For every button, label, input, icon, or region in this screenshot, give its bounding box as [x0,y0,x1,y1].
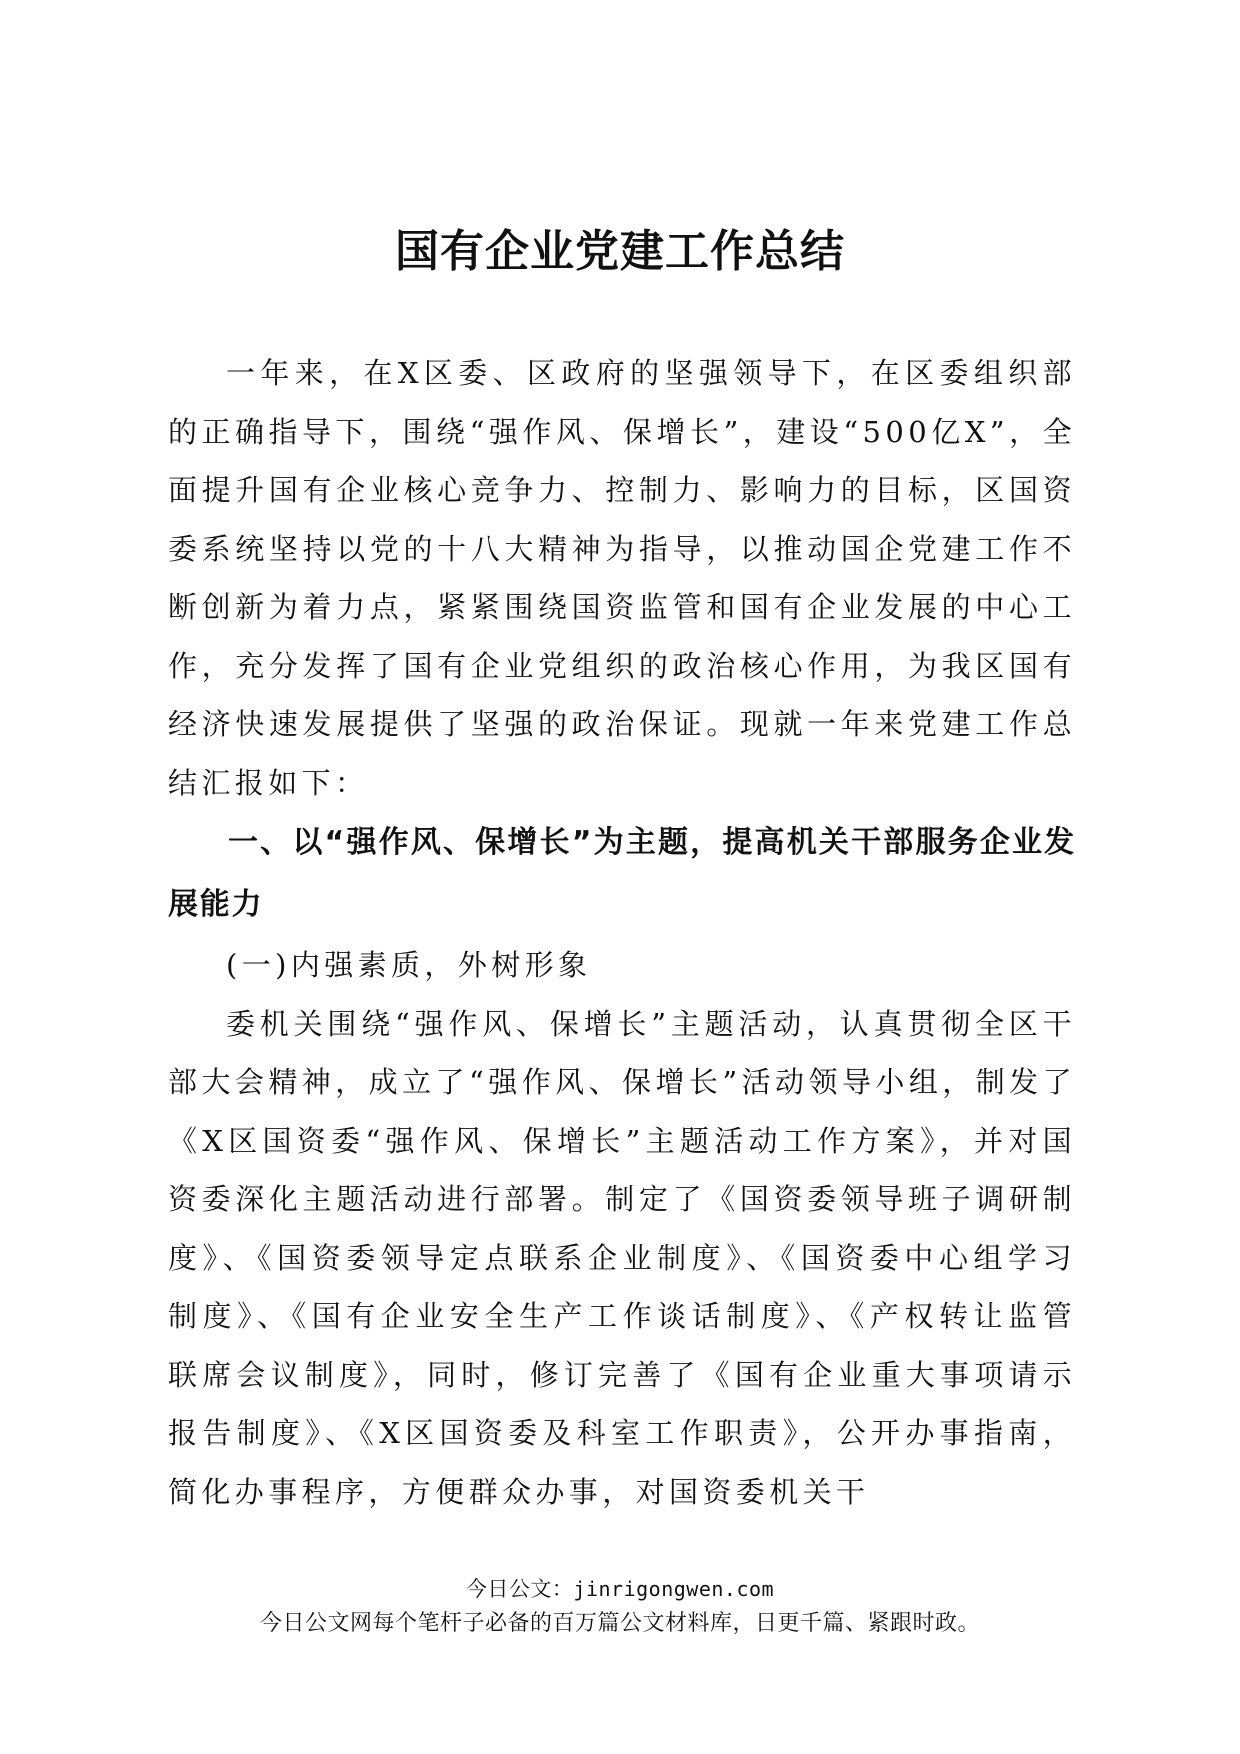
subsection-heading-1: (一)内强素质，外树形象 [226,948,592,982]
document-body [168,344,1076,1521]
footer-source [0,1572,1240,1606]
footer-site-link[interactable]: jinrigongwen.com [573,1577,775,1601]
footer-label: 今日公文： [465,1577,574,1601]
document-title: 国有企业党建工作总结 [395,226,845,277]
intro-paragraph: 一年来，在X区委、区政府的坚强领导下，在区委组织部的正确指导下，围绕“强作风、保增长”，建设“500亿X”，全面提升国有企业核心竞争力、控制力、影响力的目标，区国资委系统坚持以党的十八大精神为指导，以推动国企党建工作不断创新为着力点，紧紧围绕国资监管和国有企业发展的中心工作，充分发挥了国有企业党组织的政治核心作用，为我区国有经济快速发展提供了坚强的政治保证。现就一年来党建工作总结汇报如下： [168,356,1076,800]
footer [0,1572,1240,1642]
subsection-paragraph-1: 委机关围绕“强作风、保增长”主题活动，认真贯彻全区干部大会精神，成立了“强作风、保增长”活动领导小组，制发了《X区国资委“强作风、保增长”主题活动工作方案》，并对国资委深化主题活动进行部署。制定了《国资委领导班子调研制度》、《国资委领导定点联系企业制度》、《国资委中心组学习制度》、《国有企业安全生产工作谈话制度》、《产权转让监管联席会议制度》，同时，修订完善了《国有企业重大事项请示报告制度》、《X区国资委及科室工作职责》，公开办事指南，简化办事程序，方便群众办事，对国资委机关干 [168,1006,1076,1509]
section-heading-1: 一、以“强作风、保增长”为主题，提高机关干部服务企业发展能力 [168,825,1076,922]
footer-slogan: 今日公文网每个笔杆子必备的百万篇公文材料库，日更千篇、紧跟时政。 [259,1611,980,1636]
